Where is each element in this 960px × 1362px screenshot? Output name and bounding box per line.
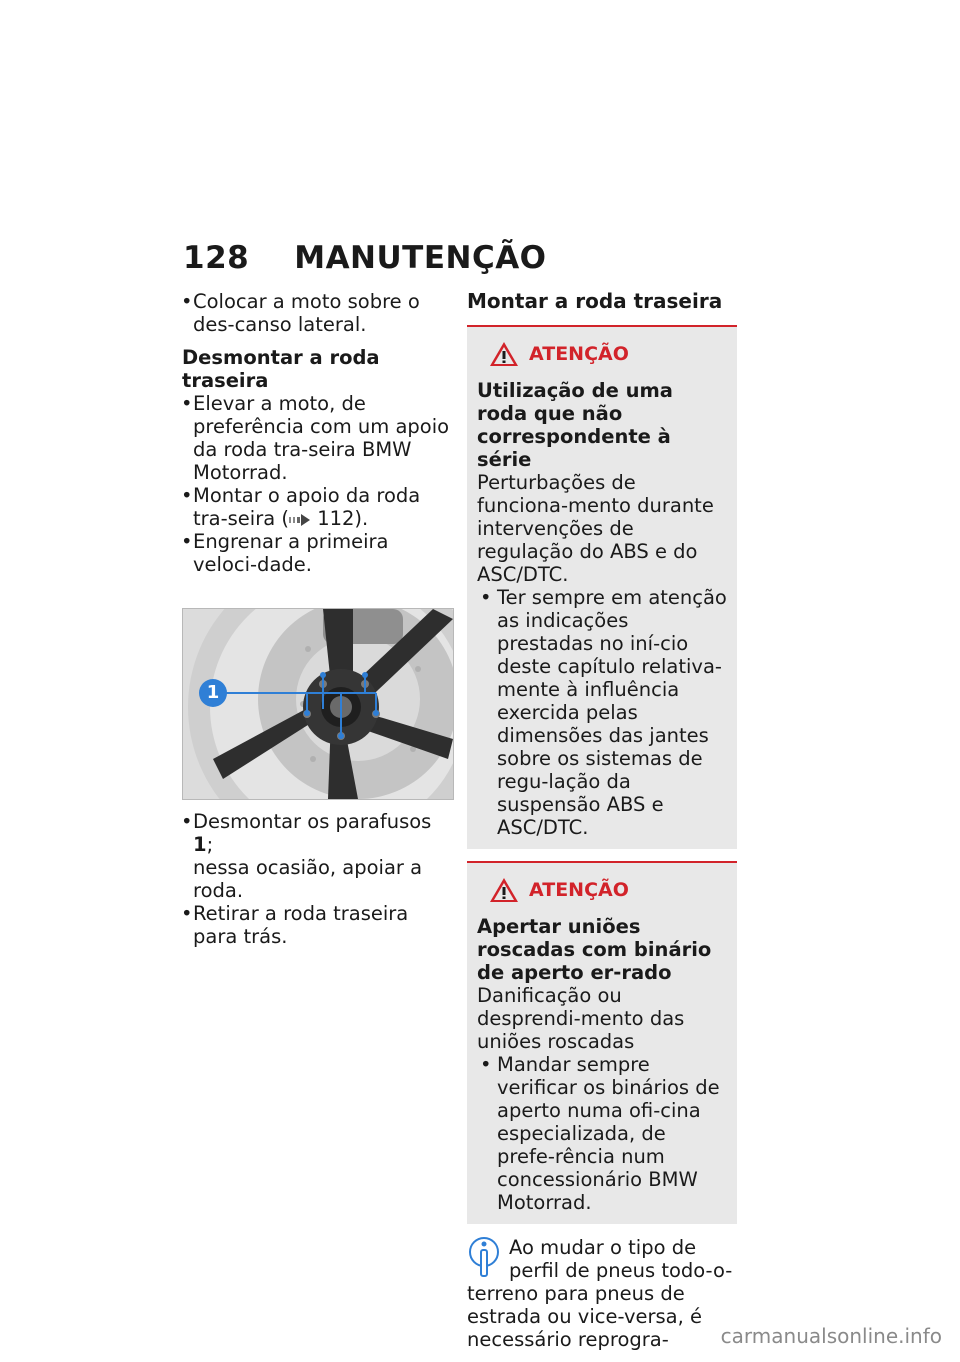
warning-triangle-icon <box>489 877 519 903</box>
bolt-reference: 1 <box>193 833 207 856</box>
section-title-remove: Desmontar a roda traseira <box>182 346 380 392</box>
warning-triangle-icon <box>489 341 519 367</box>
warning-body-2: Danificação ou desprendi-mento das uniões roscadas <box>477 984 685 1053</box>
step-remove-bolts <box>182 810 454 902</box>
step-remove-bolts-cont: nessa ocasião, apoiar a roda. <box>193 856 423 902</box>
warning-box-2 <box>467 861 737 1224</box>
left-column <box>182 290 454 948</box>
step-mount-stand <box>182 484 454 530</box>
wheel-figure <box>182 608 454 800</box>
warning-title-1: Utilização de uma roda que não correspondente à série <box>477 379 673 471</box>
warning-header-1 <box>477 341 727 367</box>
figure-callout-label: 1 <box>206 682 220 703</box>
warning-title-2: Apertar uniões roscadas com binário de aperto er-rado <box>477 915 712 984</box>
page-header <box>183 240 547 276</box>
warning-label-2: ATENÇÃO <box>529 878 629 901</box>
step-remove-bolts-text: Desmontar os parafusos <box>193 810 432 833</box>
reference-page: 112). <box>317 507 369 530</box>
right-column <box>467 290 737 1351</box>
page-number: 128 <box>183 240 250 276</box>
step-pull-wheel: • Retirar a roda traseira para trás. <box>182 902 454 948</box>
section-title-install: Montar a roda traseira <box>467 289 723 313</box>
step-remove-bolts-punct: ; <box>206 833 214 856</box>
warning-body-1: Perturbações de funciona-mento durante intervenções de regulação do ABS e do ASC/DTC. <box>477 471 714 586</box>
watermark: carmanualsonline.info <box>720 1324 942 1348</box>
warning-header-2 <box>477 877 727 903</box>
warning-box-1 <box>467 325 737 849</box>
page-reference-icon <box>289 513 311 527</box>
intro-bullet: • Colocar a moto sobre o des-canso lateral. <box>182 290 454 336</box>
info-icon <box>467 1236 501 1280</box>
warning-bullet-2: • Mandar sempre verificar os binários de aperto numa ofi-cina especializada, de prefe-rência num concessionário BMW Motorrad. <box>477 1053 727 1214</box>
chapter-title: MANUTENÇÃO <box>294 240 547 276</box>
step-mount-stand-text: Montar o apoio da roda tra-seira ( <box>193 484 421 530</box>
info-text: Ao mudar o tipo de perfil de pneus todo-o-terreno para pneus de estrada ou vice-versa, é necessário reprogra- <box>467 1236 733 1351</box>
step-gear: • Engrenar a primeira veloci-dade. <box>182 530 454 576</box>
warning-label-1: ATENÇÃO <box>529 342 629 365</box>
info-note <box>467 1236 737 1351</box>
warning-bullet-1: • Ter sempre em atenção as indicações prestadas no iní-cio deste capítulo relativa-mente à influência exercida pelas dimensões das jantes sobre os sistemas de regu-lação da suspensão ABS e ASC/DTC. <box>477 586 727 839</box>
step-lift: • Elevar a moto, de preferência com um apoio da roda tra-seira BMW Motorrad. <box>182 392 454 484</box>
